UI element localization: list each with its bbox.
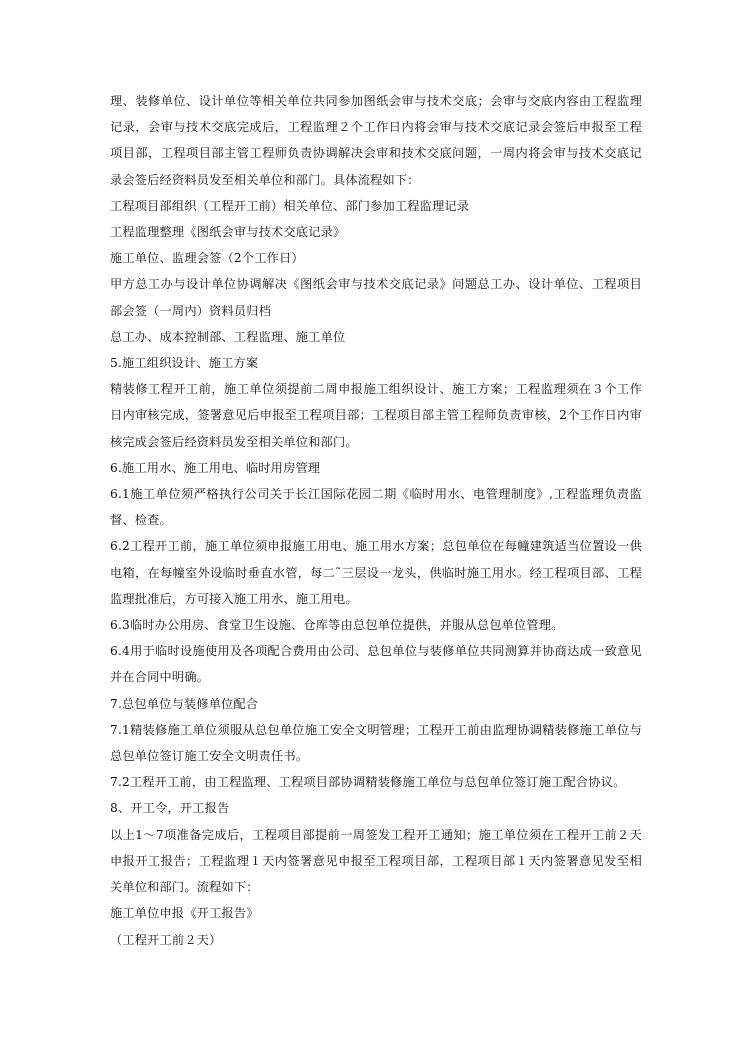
paragraph: 6.1施工单位须严格执行公司关于长江国际花园二期《临时用水、电管理制度》,工程监理负责监督、检查。 xyxy=(110,487,642,528)
paragraph: 精装修工程开工前，施工单位须提前二周申报施工组织设计、施工方案；工程监理须在３个工作日内审核完成，签署意见后申报至工程项目部；工程项目部主管工程师负责审核，2个工作日内审核完成会签后经资料员发至相关单位和部门。 xyxy=(110,382,642,449)
document-body xyxy=(110,88,642,953)
paragraph: 工程项目部组织（工程开工前）相关单位、部门参加工程监理记录 xyxy=(110,198,470,213)
paragraph: 6.3临时办公用房、食堂卫生设施、仓库等由总包单位提供，并服从总包单位管理。 xyxy=(110,618,564,633)
paragraph: 7.1精装修施工单位须服从总包单位施工安全文明管理；工程开工前由监理协调精装修施工单位与总包单位签订施工安全文明责任书。 xyxy=(110,722,642,764)
section-heading: 5.施工组织设计、施工方案 xyxy=(110,356,259,371)
section-heading: 8、开工令，开工报告 xyxy=(110,801,230,816)
section-heading: 6.施工用水、施工用电、临时用房管理 xyxy=(110,460,321,475)
paragraph: 施工单位申报《开工报告》 xyxy=(110,906,259,921)
paragraph: 总工办、成本控制部、工程监理、施工单位 xyxy=(110,329,346,344)
paragraph: 6.4用于临时设施使用及各项配合费用由公司、总包单位与装修单位共同测算并协商达成一致意见并在合同中明确。 xyxy=(110,644,642,685)
paragraph: （工程开工前２天） xyxy=(110,932,222,947)
paragraph: 工程监理整理《图纸会审与技术交底记录》 xyxy=(110,225,346,240)
paragraph: 6.2工程开工前，施工单位须申报施工用电、施工用水方案；总包单位在每幢建筑适当位置设一供电箱，在每幢室外设临时垂直水管，每二˜三层设一龙头，供临时施工用水。经工程项目部、工程监理批准后，方可接入施工用水、施工用电。 xyxy=(110,539,642,606)
paragraph: 以上1～7项准备完成后，工程项目部提前一周签发工程开工通知；施工单位须在工程开工前２天申报开工报告；工程监理１天内签署意见申报至工程项目部，工程项目部１天内签署意见发至相关单位和部门。流程如下： xyxy=(110,827,642,895)
paragraph: 理、装修单位、设计单位等相关单位共同参加图纸会审与技术交底；会审与交底内容由工程监理记录，会审与技术交底完成后，工程监理２个工作日内将会审与技术交底记录会签后申报至工程项目部，工程项目部主管工程师负责协调解决会审和技术交底问题，一周内将会审与技术交底记录会签后经资料员发至相关单位和部门。具体流程如下： xyxy=(110,94,642,187)
paragraph: 7.2工程开工前，由工程监理、工程项目部协调精装修施工单位与总包单位签订施工配合协议。 xyxy=(110,775,626,790)
paragraph: 施工单位、监理会签（2个工作日） xyxy=(110,251,304,266)
paragraph: 甲方总工办与设计单位协调解决《图纸会审与技术交底记录》问题总工办、设计单位、工程项目部会签（一周内）资料员归档 xyxy=(110,277,642,318)
section-heading: 7.总包单位与装修单位配合 xyxy=(110,696,259,711)
